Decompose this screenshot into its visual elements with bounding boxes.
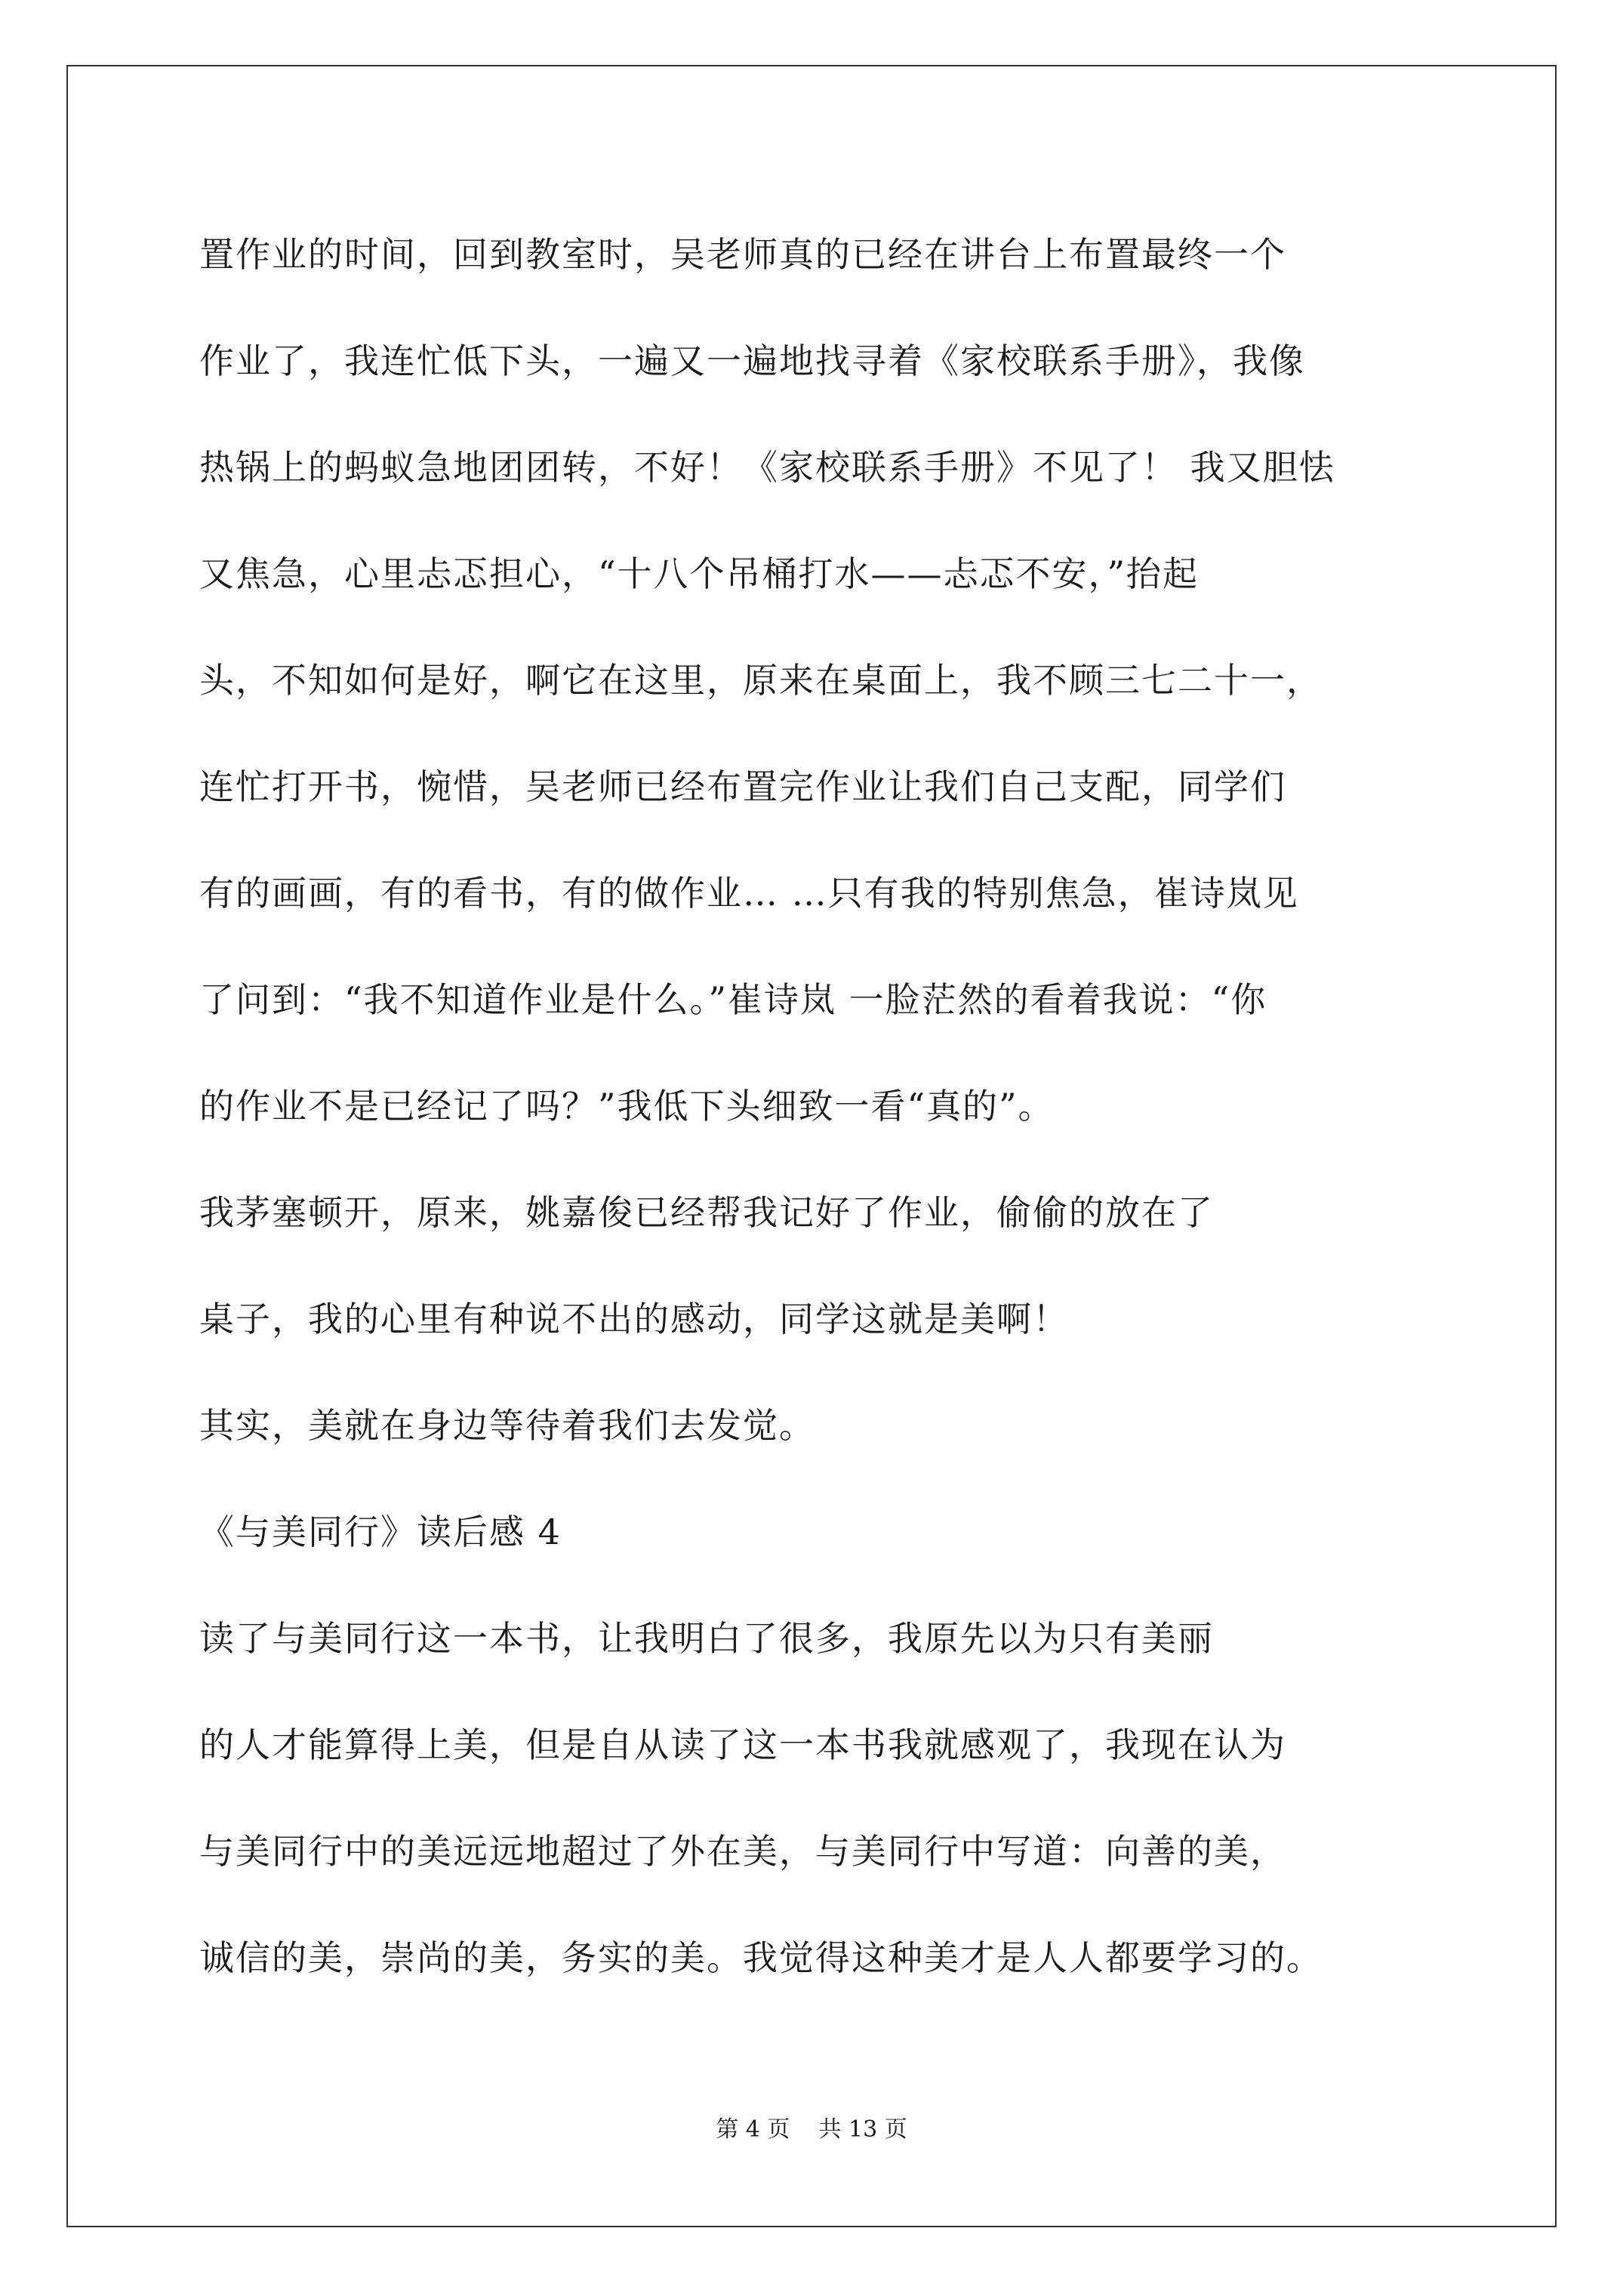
- text-line: 诚信的美，崇尚的美，务实的美。我觉得这种美才是人人都要学习的。: [199, 1937, 1323, 1978]
- text-line: 有的画画，有的看书，有的做作业… …只有我的特别焦急，崔诗岚见: [199, 873, 1299, 914]
- text-line: 又焦急，心里忐忑担心，“十八个吊桶打水——忐忑不安，”抬起: [199, 553, 1200, 594]
- text-line: 热锅上的蚂蚁急地团团转，不好！《家校联系手册》不见了！ 我又胆怯: [199, 447, 1335, 488]
- text-line: 置作业的时间，回到教室时，吴老师真的已经在讲台上布置最终一个: [199, 234, 1286, 275]
- text-line: 读了与美同行这一本书，让我明白了很多，我原先以为只有美丽: [199, 1618, 1214, 1659]
- text-line: 的人才能算得上美，但是自从读了这一本书我就感观了，我现在认为: [199, 1724, 1286, 1765]
- text-line: 与美同行中的美远远地超过了外在美，与美同行中写道：向善的美，: [199, 1831, 1286, 1872]
- text-line: 其实，美就在身边等待着我们去发觉。: [199, 1405, 815, 1446]
- text-line: 的作业不是已经记了吗？”我低下头细致一看“真的”。: [199, 1086, 1055, 1126]
- text-line: 我茅塞顿开，原来，姚嘉俊已经帮我记好了作业，偷偷的放在了: [199, 1192, 1214, 1233]
- text-line: 头，不知如何是好，啊它在这里，原来在桌面上，我不顾三七二十一，: [199, 660, 1323, 701]
- section-heading: 《与美同行》读后感 4: [199, 1512, 562, 1552]
- text-line: 连忙打开书，惋惜，吴老师已经布置完作业让我们自己支配，同学们: [199, 766, 1286, 807]
- page-border: [66, 65, 1557, 2227]
- text-line: 了问到：“我不知道作业是什么。”崔诗岚 一脸茫然的看着我说：“你: [199, 979, 1267, 1020]
- page-number-footer: 第 4 页 共 13 页: [716, 2116, 907, 2143]
- text-line: 桌子，我的心里有种说不出的感动，同学这就是美啊！: [199, 1299, 1069, 1339]
- text-line: 作业了，我连忙低下头，一遍又一遍地找寻着《家校联系手册》，我像: [199, 341, 1305, 381]
